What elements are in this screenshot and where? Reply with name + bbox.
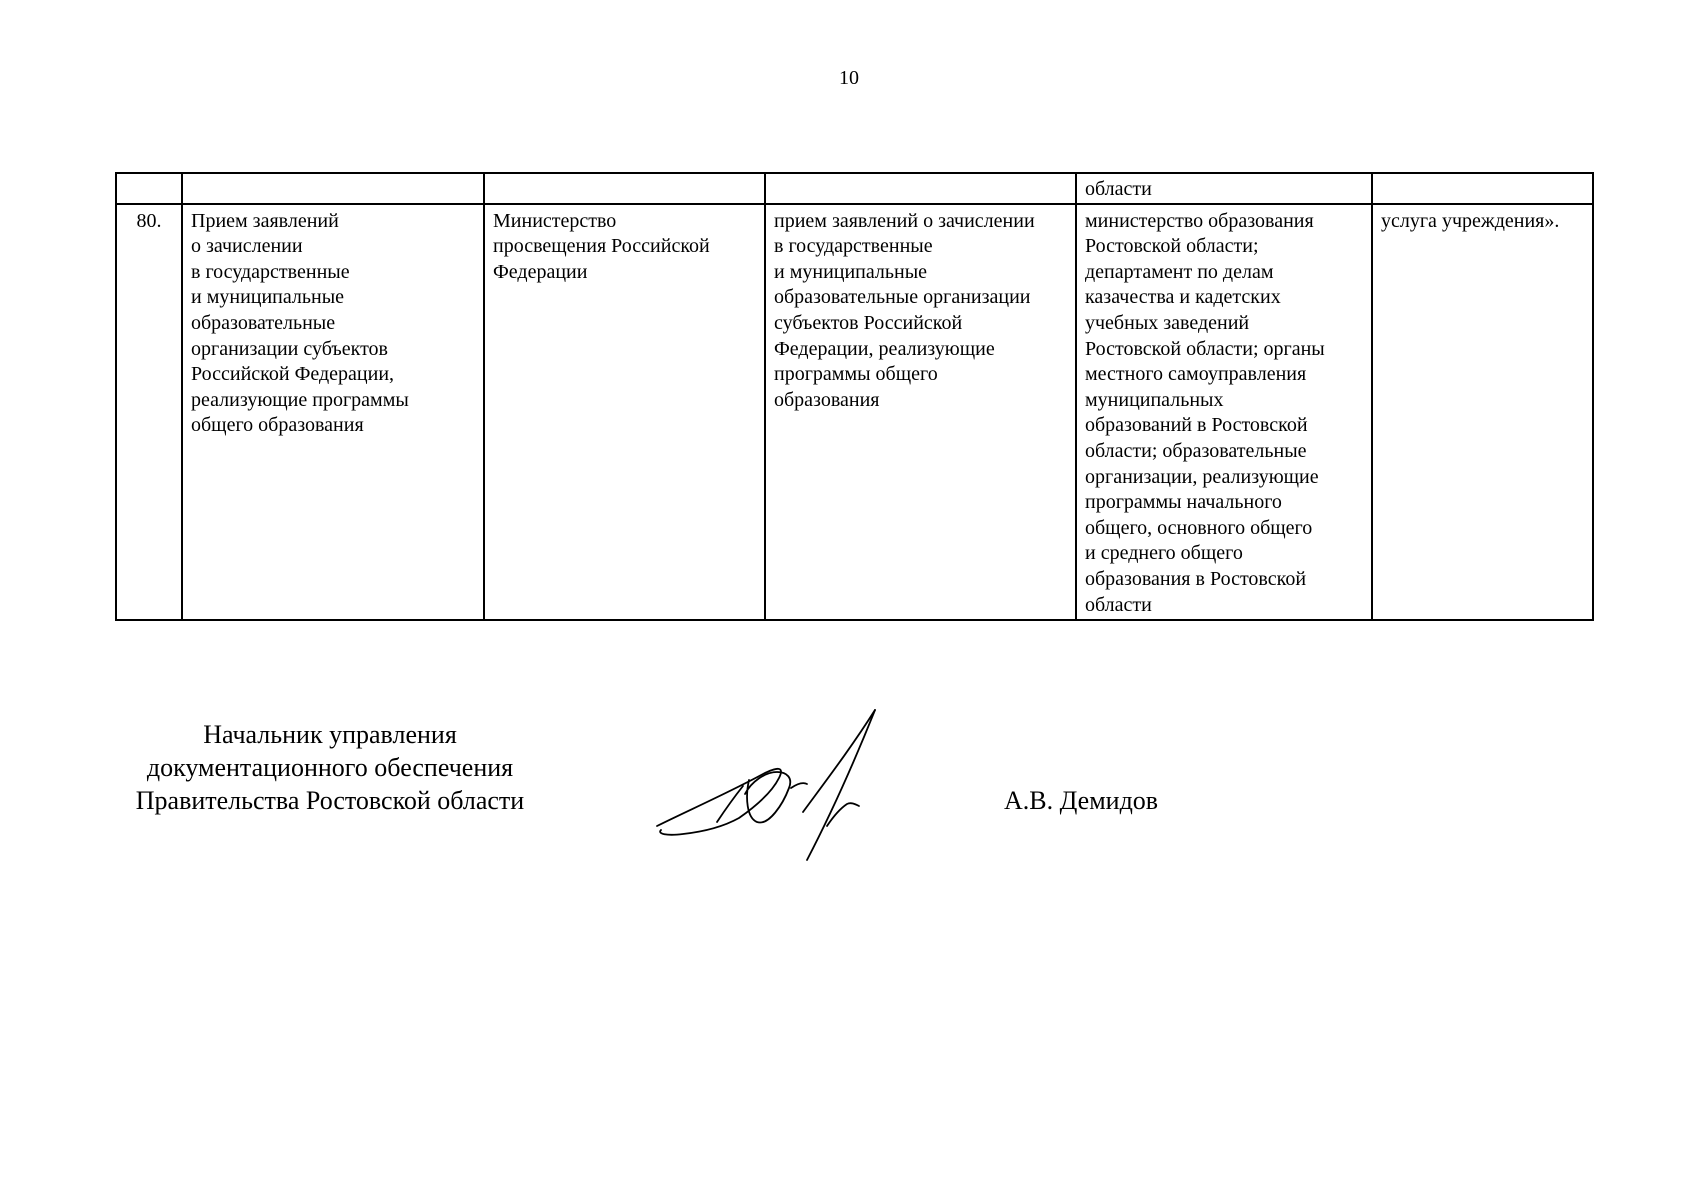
table-cell [1372,173,1593,204]
table-cell [116,173,182,204]
service-type-cell: услуга учреждения». [1372,204,1593,620]
table-cell [182,173,484,204]
authorities-cell: министерство образования Ростовской области; департамент по делам казачества и кадетских учебных заведений Ростовской области; органы местного самоуправления муниципальных образований в Ростовской области; образовательные организации, реализующие программы начального общего, основного общего и среднего общего образования в Ростовской области [1076,204,1372,620]
table-row-continuation [116,173,1593,204]
ministry-cell: Министерство просвещения Российской Федерации [484,204,765,620]
handwritten-signature [655,700,955,875]
signer-position: Начальник управления документационного обеспечения Правительства Ростовской области [135,720,525,815]
signer-name: А.В. Демидов [1004,786,1159,815]
row-number-cell: 80. [116,204,182,620]
page-number: 10 [839,67,859,89]
table-cell: области [1076,173,1372,204]
table-cell [765,173,1076,204]
document-table [115,172,1594,621]
service-name-cell: Прием заявлений о зачислении в государственные и муниципальные образовательные организации субъектов Российской Федерации, реализующие программы общего образования [182,204,484,620]
table-cell [484,173,765,204]
service-description-cell: прием заявлений о зачислении в государственные и муниципальные образовательные организации субъектов Российской Федерации, реализующие программы общего образования [765,204,1076,620]
table-row [116,204,1593,620]
